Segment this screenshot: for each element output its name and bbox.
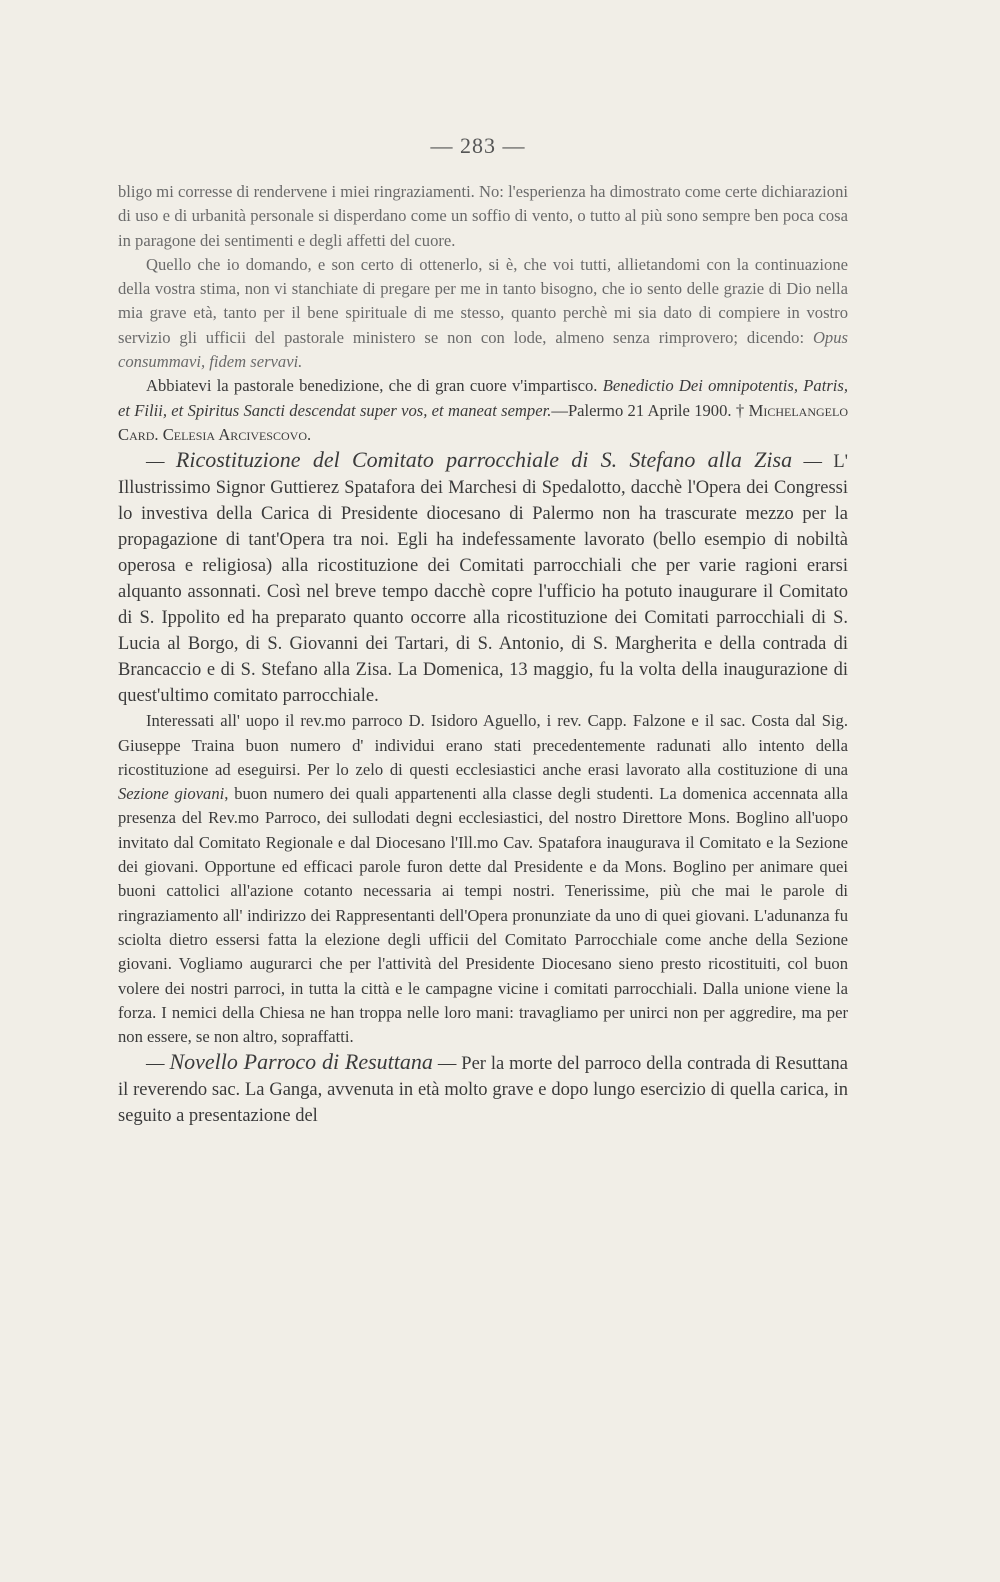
text-run: Quello che io domando, e son certo di ottenerlo, si è, che voi tutti, allietandomi con la continuazione della vostra stima, non vi stanchiate di pregare per me in tanto bisogno, che io sento delle grazie di Dio nella mia grave età, tanto per il bene spirituale di me stesso, quanto perchè mi sia dato di compiere in vostro servizio gli ufficii del pastorale ministero se non con lode, almeno senza rimprovero; dicendo: <box>118 254 848 347</box>
text-run: Interessati all' uopo il rev.mo parroco D. Isidoro Aguello, i rev. Capp. Falzone e il sac. Costa dal Sig. Giuseppe Traina buon numero d' individui erano stati precedentemente radunati allo intento della ricostituzione ad eseguirsi. Per lo zelo di questi ecclesiastici anche erasi lavorato alla costituzione di una <box>118 711 848 779</box>
text-run: bligo mi corresse di rendervene i miei ringraziamenti. No: l'esperienza ha dimostrato come certe dichiarazioni di uso e di urbanità personale si disperdano come un soffio di vento, o tutto al più sono sempre ben poca cosa in paragone dei sentimenti e degli affetti del cuore. <box>118 182 848 250</box>
paragraph <box>118 1049 848 1129</box>
section-heading: Ricostituzione del Comitato parrocchiale di S. Stefano alla Zisa <box>175 447 793 473</box>
text-run: — <box>146 1054 170 1075</box>
page-number: — 283 — <box>430 133 526 158</box>
italic-run: Sezione giovani <box>118 784 225 804</box>
paragraph <box>118 180 848 253</box>
paragraph <box>118 374 848 447</box>
text-run: — Per la morte del parroco della contrada di Resuttana il reverendo sac. La Ganga, avvenuta in età molto grave e dopo lungo esercizio di quella carica, in seguito a presentazione del <box>118 1054 848 1127</box>
paragraph <box>118 447 848 709</box>
text-run: —Palermo 21 Aprile 1900. † <box>551 400 749 420</box>
signature: Michelangelo Card. Celesia Arcivescovo. <box>118 400 848 444</box>
italic-run: Opus consummavi, fidem servavi. <box>118 327 848 372</box>
text-run: — <box>146 452 176 473</box>
text-run: Abbiatevi la pastorale benedizione, che di gran cuore v'impartisco. <box>146 376 603 396</box>
italic-run: Benedictio Dei omnipotentis, Patris, et Filii, et Spiritus Sancti descendat super vos, et maneat semper. <box>118 376 848 420</box>
body-text <box>118 180 848 1129</box>
text-run: , buon numero dei quali appartenenti alla classe degli studenti. La domenica accennata alla presenza del Rev.mo Parroco, dei sullodati degni ecclesiastici, del nostro Direttore Mons. Boglino all'uopo invitato dal Comitato Regionale e dal Diocesano l'Ill.mo Cav. Spatafora inaugurava il Comitato e la Sezione dei giovani. Opportune ed efficaci parole furon dette dal Presidente e da Mons. Boglino per animare quei buoni cattolici all'azione cotanto necessaria ai tempi nostri. Tenerissime, più che mai le parole di ringraziamento all' indirizzo dei Rappresentanti dell'Opera pronunziate da uno di quei giovani. L'adunanza fu sciolta dietro essersi fatta la elezione degli ufficii del Comitato Parrocchiale come anche della Sezione giovani. Vogliamo augurarci che per l'attività del Presidente Diocesano sieno presto ricostituiti, col buon volere dei nostri parroci, in tutta la città e le campagne vicine i comitati parrocchiali. Dalla unione viene la forza. I nemici della Chiesa ne han troppa nelle loro mani: travagliamo per unirci non per aggredire, ma per non essere, se non altro, sopraffatti. <box>118 784 848 1047</box>
paragraph <box>118 253 848 374</box>
section-heading: Novello Parroco di Resuttana <box>169 1049 433 1075</box>
paragraph <box>118 709 848 1049</box>
text-run: — L' Illustrissimo Signor Guttierez Spatafora dei Marchesi di Spedalotto, dacchè l'Opera dei Congressi lo investiva della Carica di Presidente diocesano di Palermo non ha trascurate mezzo per la propagazione di tant'Opera tra noi. Egli ha indefessamente lavorato (bello esempio di nobiltà operosa e religiosa) alla ricostituzione dei Comitati parrocchiali che per varie ragioni erarsi alquanto assonnati. Così nel breve tempo dacchè copre l'ufficio ha potuto inaugurare il Comitato di S. Ippolito ed ha preparato quanto occorre alla ricostituzione dei Comitati parrocchiali di S. Lucia al Borgo, di S. Giovanni dei Tartari, di S. Antonio, di S. Margherita e della contrada di Brancaccio e di S. Stefano alla Zisa. La Domenica, 13 maggio, fu la volta della inaugurazione di quest'ultimo comitato parrocchiale. <box>118 452 849 707</box>
